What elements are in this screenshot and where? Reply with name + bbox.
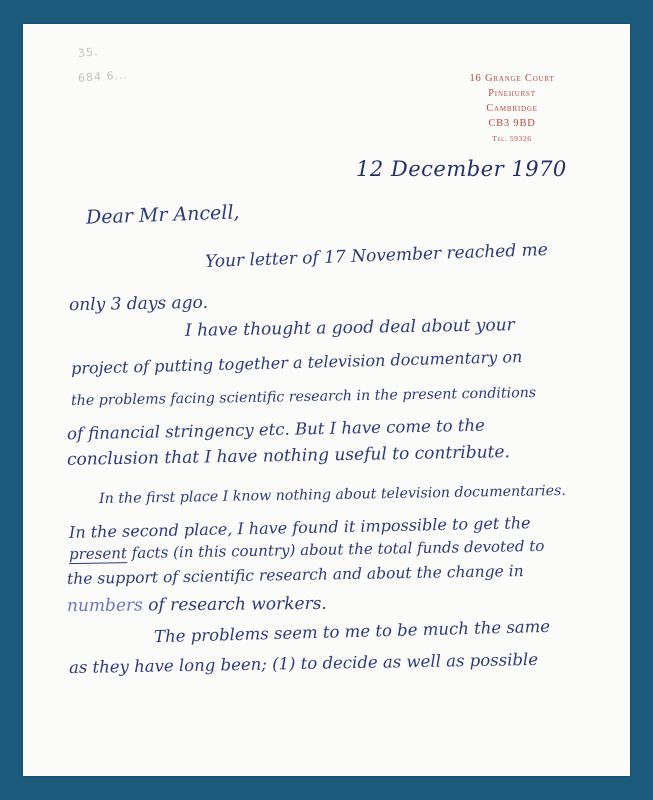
letter-date: 12 December 1970 [356, 157, 567, 181]
letterhead-line: 16 Grange Court [469, 73, 555, 84]
body-line-rest: of research workers. [142, 593, 327, 616]
body-line [68, 536, 545, 564]
body-line: I have thought a good deal about your [184, 315, 515, 341]
body-line: only 3 days ago. [68, 292, 209, 316]
pencil-note: 684 6... [77, 68, 129, 85]
faint-word: numbers [66, 595, 143, 617]
salutation: Dear Mr Ancell, [85, 201, 240, 229]
body-line: of financial stringency etc. But I have come to the [66, 415, 486, 444]
body-line: In the first place I know nothing about television documentaries. [98, 482, 566, 508]
body-line: as they have long been; (1) to decide as well as possible [68, 649, 539, 678]
body-line: project of putting together a television documentary on [70, 347, 523, 378]
body-line: the problems facing scientific research in the present conditions [70, 384, 537, 410]
body-line-rest: facts (in this country) about the total funds devoted to [126, 536, 545, 563]
body-line [66, 593, 327, 617]
body-line: the support of scientific research and about the change in [66, 562, 524, 588]
underlined-word: present [68, 544, 128, 564]
body-line: Your letter of 17 November reached me [204, 240, 549, 272]
letterhead-line: Pinehurst [488, 88, 536, 99]
letterhead-telephone: Tel. 59326 [492, 134, 532, 143]
pencil-note: 35. [77, 44, 100, 61]
body-line: In the second place, I have found it impossible to get the [68, 513, 531, 542]
letter-page [23, 24, 630, 776]
body-line: The problems seem to me to be much the same [153, 616, 551, 647]
letterhead [452, 71, 572, 146]
letterhead-line: Cambridge [486, 103, 538, 114]
body-line: conclusion that I have nothing useful to contribute. [66, 442, 511, 470]
letterhead-line: CB3 9BD [488, 118, 536, 129]
